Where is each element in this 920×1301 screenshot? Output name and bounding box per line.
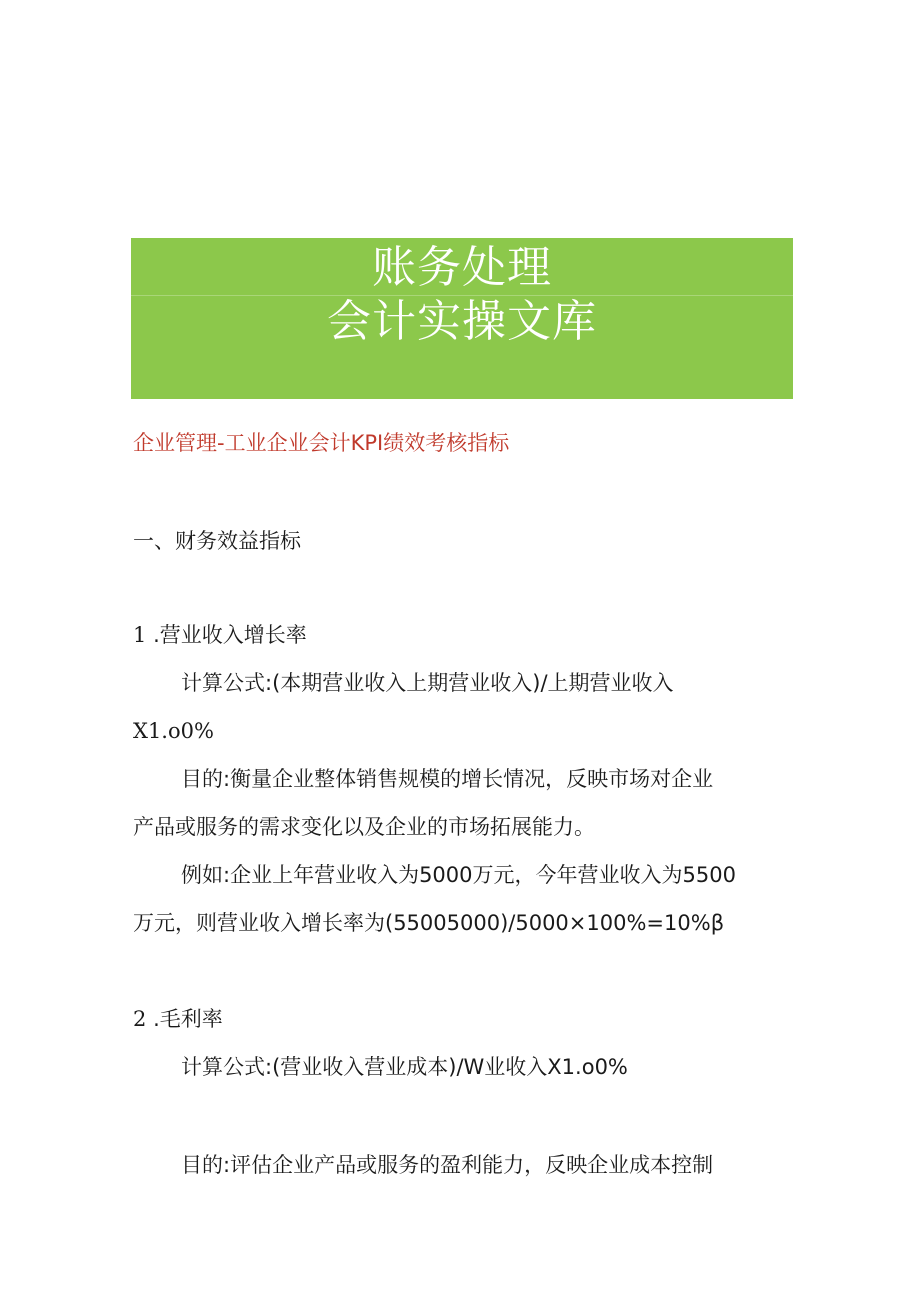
item-title: .毛利率: [153, 1007, 223, 1031]
item-number: 2: [133, 1007, 147, 1031]
purpose-text-line2: 产品或服务的需求变化以及企业的市场拓展能力。: [133, 815, 595, 839]
purpose-text-line1: 目的:衡量企业整体销售规模的增长情况，反映市场对企业: [181, 767, 714, 791]
item-heading: [133, 1004, 223, 1034]
document-title: 企业管理-工业企业会计KPI绩效考核指标: [133, 431, 510, 455]
formula-continuation: X1.o0%: [133, 719, 214, 743]
item-heading: [133, 620, 307, 650]
item-title: .营业收入增长率: [153, 623, 307, 647]
example-text-line1: 例如:企业上年营业收入为5000万元，今年营业收入为5500: [181, 863, 736, 887]
purpose-text-line1: 目的:评估企业产品或服务的盈利能力，反映企业成本控制: [181, 1153, 714, 1177]
section-heading: 一、财务效益指标: [133, 529, 301, 553]
formula-text: 计算公式:(本期营业收入上期营业收入)/上期营业收入: [181, 671, 674, 695]
banner-title-line2: 会计实操文库: [327, 296, 597, 347]
banner-title-line1: 账务处理: [372, 242, 552, 293]
item-number: 1: [133, 623, 147, 647]
formula-text: 计算公式:(营业收入营业成本)/W业收入X1.o0%: [181, 1055, 628, 1079]
header-banner: [131, 238, 793, 399]
example-text-line2: 万元，则营业收入增长率为(55005000)/5000×100%=10%β: [133, 911, 725, 935]
